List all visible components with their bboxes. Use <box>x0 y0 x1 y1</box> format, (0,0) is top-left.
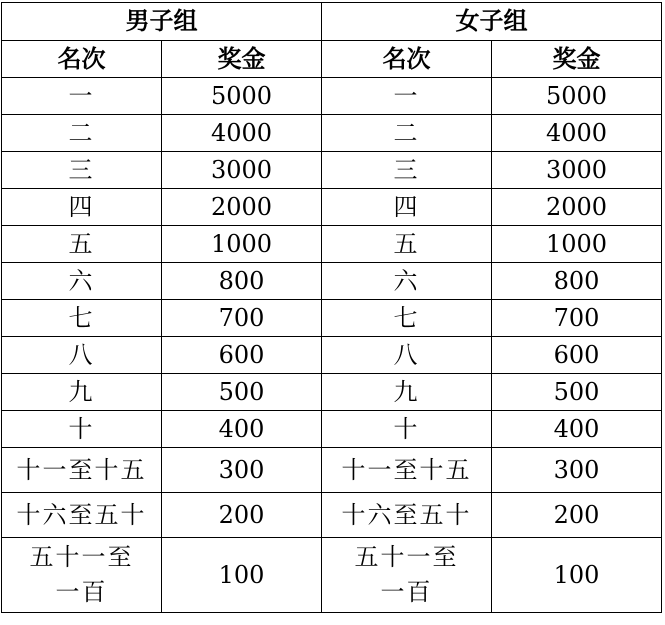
table-row <box>2 337 662 374</box>
table-row <box>2 263 662 300</box>
prize-cell-women: 100 <box>492 538 662 613</box>
rank-cell-men: 十 <box>2 411 162 448</box>
group-header-men: 男子组 <box>2 3 322 41</box>
prize-cell-men: 100 <box>162 538 322 613</box>
rank-cell-women: 四 <box>322 189 492 226</box>
rank-cell-women: 三 <box>322 152 492 189</box>
rank-cell-women: 七 <box>322 300 492 337</box>
table-row <box>2 374 662 411</box>
prize-cell-women: 5000 <box>492 78 662 115</box>
prize-cell-women: 600 <box>492 337 662 374</box>
prize-cell-women: 2000 <box>492 189 662 226</box>
rank-cell-men: 五 <box>2 226 162 263</box>
table-row <box>2 538 662 613</box>
table-row <box>2 152 662 189</box>
rank-cell-men: 四 <box>2 189 162 226</box>
prize-cell-women: 200 <box>492 493 662 538</box>
table-row <box>2 448 662 493</box>
prize-cell-women: 800 <box>492 263 662 300</box>
rank-cell-women: 十一至十五 <box>322 448 492 493</box>
table-row <box>2 411 662 448</box>
rank-cell-women: 十六至五十 <box>322 493 492 538</box>
rank-cell-men: 五十一至 一百 <box>2 538 162 613</box>
prize-cell-women: 500 <box>492 374 662 411</box>
rank-cell-men: 二 <box>2 115 162 152</box>
prize-cell-women: 400 <box>492 411 662 448</box>
rank-cell-men: 一 <box>2 78 162 115</box>
rank-cell-men: 七 <box>2 300 162 337</box>
rank-cell-women: 二 <box>322 115 492 152</box>
prize-cell-men: 400 <box>162 411 322 448</box>
rank-cell-women: 一 <box>322 78 492 115</box>
rank-cell-women: 八 <box>322 337 492 374</box>
prize-cell-women: 4000 <box>492 115 662 152</box>
prize-cell-men: 700 <box>162 300 322 337</box>
col-header-prize-men: 奖金 <box>162 41 322 78</box>
prize-cell-women: 700 <box>492 300 662 337</box>
table-row <box>2 493 662 538</box>
col-header-prize-women: 奖金 <box>492 41 662 78</box>
prize-cell-men: 4000 <box>162 115 322 152</box>
table-row <box>2 78 662 115</box>
rank-cell-men: 十六至五十 <box>2 493 162 538</box>
table-row <box>2 226 662 263</box>
rank-cell-women: 五 <box>322 226 492 263</box>
rank-cell-men: 九 <box>2 374 162 411</box>
table-row <box>2 300 662 337</box>
rank-cell-men: 六 <box>2 263 162 300</box>
prize-cell-men: 5000 <box>162 78 322 115</box>
rank-cell-women: 十 <box>322 411 492 448</box>
prize-cell-men: 3000 <box>162 152 322 189</box>
rank-cell-women: 六 <box>322 263 492 300</box>
prize-cell-men: 800 <box>162 263 322 300</box>
table-body <box>2 78 662 613</box>
prize-cell-women: 300 <box>492 448 662 493</box>
rank-cell-men: 八 <box>2 337 162 374</box>
prize-cell-men: 600 <box>162 337 322 374</box>
col-header-rank-men: 名次 <box>2 41 162 78</box>
prize-cell-men: 2000 <box>162 189 322 226</box>
rank-cell-women: 五十一至 一百 <box>322 538 492 613</box>
prize-cell-men: 200 <box>162 493 322 538</box>
table-row <box>2 189 662 226</box>
rank-cell-women: 九 <box>322 374 492 411</box>
prize-cell-women: 3000 <box>492 152 662 189</box>
prize-cell-men: 300 <box>162 448 322 493</box>
prize-table <box>1 2 662 613</box>
group-header-women: 女子组 <box>322 3 662 41</box>
col-header-rank-women: 名次 <box>322 41 492 78</box>
prize-cell-men: 500 <box>162 374 322 411</box>
rank-cell-men: 三 <box>2 152 162 189</box>
table-row <box>2 115 662 152</box>
rank-cell-men: 十一至十五 <box>2 448 162 493</box>
prize-cell-women: 1000 <box>492 226 662 263</box>
prize-cell-men: 1000 <box>162 226 322 263</box>
